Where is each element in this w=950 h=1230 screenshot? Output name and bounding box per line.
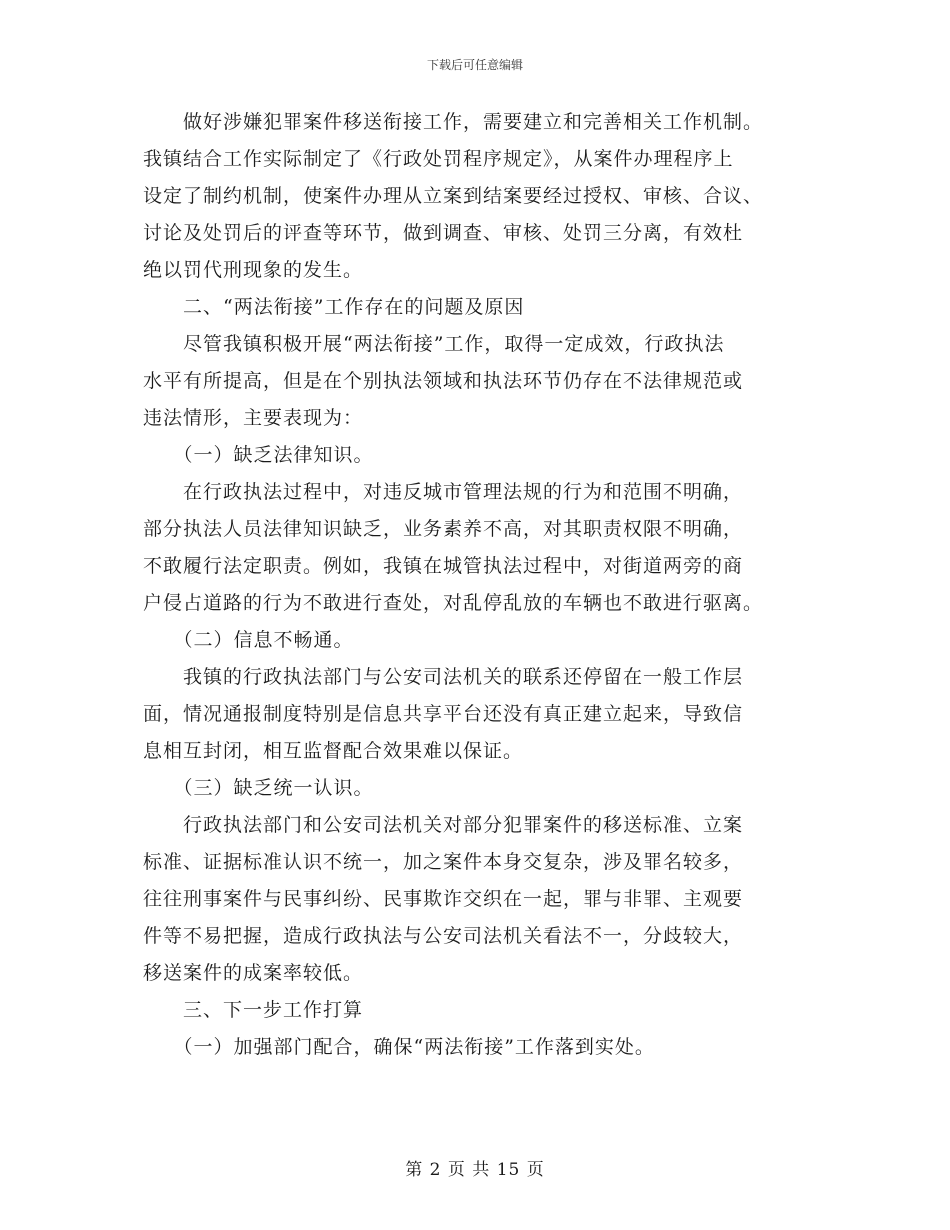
text-line-8: 水平有所提高，但是在个别执法领域和执法环节仍存在不法律规范或	[143, 370, 744, 392]
text-line-7: 尽管我镇积极开展“两法衔接”工作，取得一定成效，行政执法	[143, 333, 725, 355]
text-line-11: 在行政执法过程中，对违反城市管理法规的行为和范围不明确，	[143, 481, 744, 503]
subheading-2: （二）信息不畅通。	[143, 629, 354, 651]
subheading-3: （三）缺乏统一认识。	[143, 777, 374, 799]
text-line-22: 往往刑事案件与民事纠纷、民事欺诈交织在一起，罪与非罪、主观要	[143, 888, 744, 910]
page-number: 第 2 页 共 15 页	[405, 1160, 545, 1180]
subheading-1: （一）缺乏法律知识。	[143, 444, 374, 466]
text-line-12: 部分执法人员法律知识缺乏，业务素养不高，对其职责权限不明确，	[143, 518, 744, 540]
text-line-18: 息相互封闭，相互监督配合效果难以保证。	[143, 740, 524, 762]
text-line-13: 不敢履行法定职责。例如，我镇在城管执法过程中，对街道两旁的商	[143, 555, 744, 577]
section-heading-2: 二、“两法衔接”工作存在的问题及原因	[143, 296, 525, 318]
text-line-24: 移送案件的成案率较低。	[143, 962, 364, 984]
text-line-4: 讨论及处罚后的评查等环节，做到调查、审核、处罚三分离，有效杜	[143, 222, 744, 244]
section-heading-3: 三、下一步工作打算	[143, 999, 364, 1021]
text-line-2: 我镇结合工作实际制定了《行政处罚程序规定》，从案件办理程序上	[143, 148, 734, 170]
text-line-21: 标准、证据标准认识不统一，加之案件本身交复杂，涉及罪名较多，	[143, 851, 744, 873]
text-line-16: 我镇的行政执法部门与公安司法机关的联系还停留在一般工作层	[143, 666, 744, 688]
text-line-1: 做好涉嫌犯罪案件移送衔接工作，需要建立和完善相关工作机制。	[143, 111, 764, 133]
text-line-5: 绝以罚代刑现象的发生。	[143, 259, 364, 281]
text-line-3: 设定了制约机制，使案件办理从立案到结案要经过授权、审核、合议、	[143, 185, 764, 207]
document-body	[143, 104, 823, 1066]
subheading-3-1: （一）加强部门配合，确保“两法衔接”工作落到实处。	[143, 1036, 655, 1058]
text-line-17: 面，情况通报制度特别是信息共享平台还没有真正建立起来，导致信	[143, 703, 744, 725]
page-header-note: 下载后可任意编辑	[426, 58, 523, 72]
text-line-23: 件等不易把握，造成行政执法与公安司法机关看法不一，分歧较大，	[143, 925, 744, 947]
text-line-9: 违法情形，主要表现为：	[143, 407, 364, 429]
text-line-14: 户侵占道路的行为不敢进行查处，对乱停乱放的车辆也不敢进行驱离。	[143, 592, 764, 614]
text-line-20: 行政执法部门和公安司法机关对部分犯罪案件的移送标准、立案	[143, 814, 744, 836]
